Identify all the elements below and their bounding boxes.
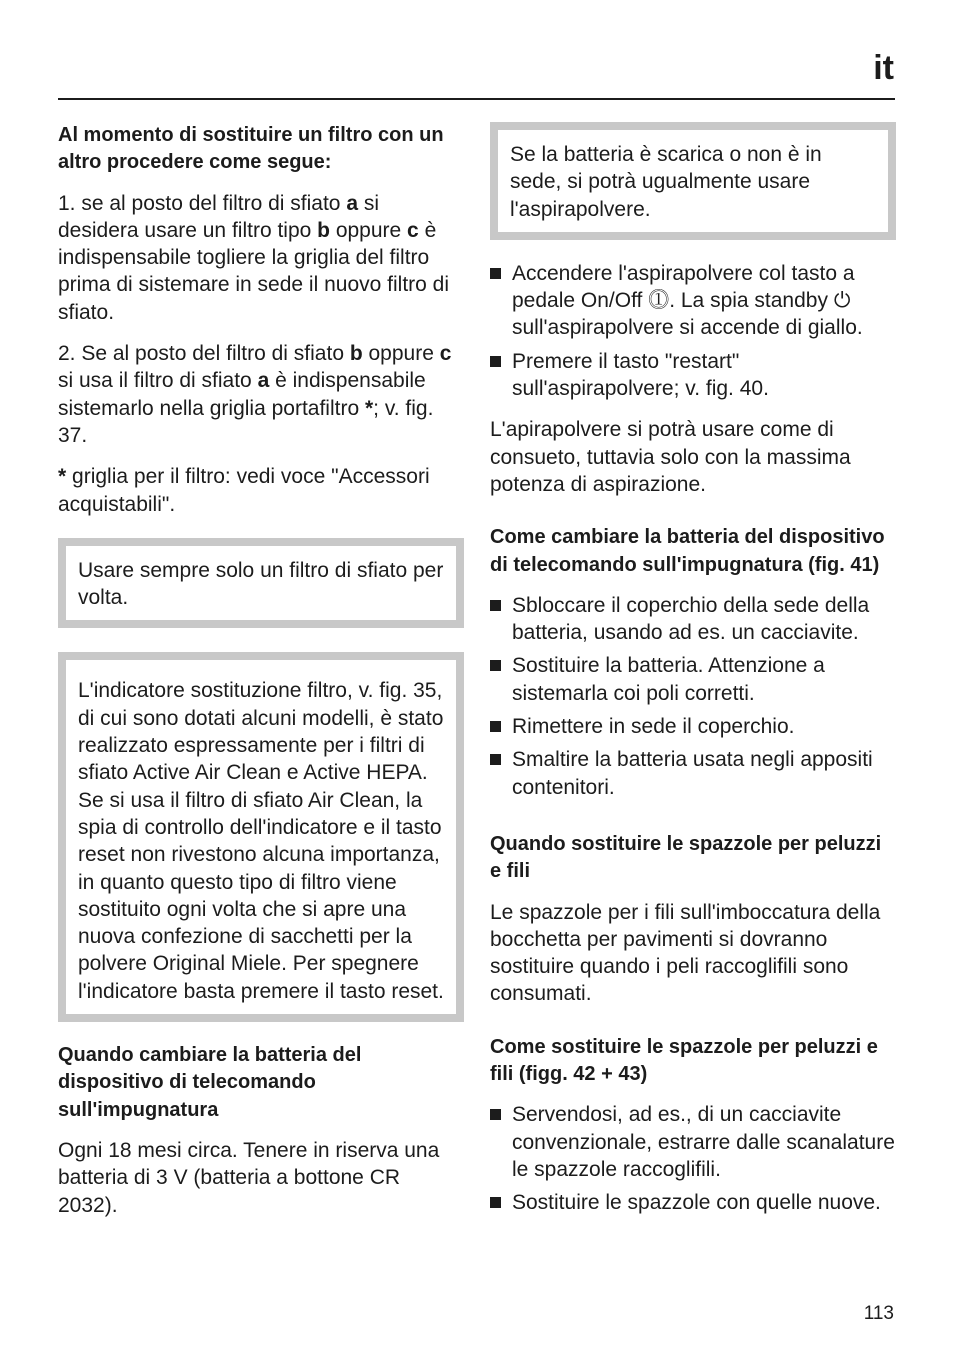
list-item: Servendosi, ad es., di un cacciavite convenzionale, estrarre dalle scanalature le spazzole raccoglifili. bbox=[490, 1101, 896, 1183]
section-heading-brush-when: Quando sostituire le spazzole per peluzzi e fili bbox=[490, 832, 882, 883]
on-off-symbol-icon: ⓵ bbox=[648, 289, 670, 313]
note-box-battery-empty bbox=[490, 122, 896, 240]
list-item: Sostituire la batteria. Attenzione a sistemarla coi poli corretti. bbox=[490, 652, 896, 707]
section-heading-filter-replace: Al momento di sostituire un filtro con un altro procedere come segue: bbox=[58, 124, 444, 174]
note-box-filter-indicator bbox=[58, 652, 464, 1022]
standby-power-icon: ⏻ bbox=[833, 289, 851, 313]
paragraph-step-2: 2. Se al posto del filtro di sfiato b oppure c si usa il filtro di sfiato a è indispensabile sistemarlo nella griglia portafiltro *; v. fig. 37. bbox=[58, 342, 452, 447]
note-text: Se la batteria è scarica o non è in sede, si potrà ugualmente usare l'aspirapolvere. bbox=[510, 143, 822, 221]
bullet-list-battery bbox=[490, 592, 896, 801]
bullet-list-brush bbox=[490, 1101, 896, 1216]
list-item: Rimettere in sede il coperchio. bbox=[490, 713, 896, 740]
note-box-one-filter bbox=[58, 538, 464, 629]
language-code: it bbox=[873, 49, 894, 87]
paragraph-usage-note: L'apirapolvere si potrà usare come di consueto, tuttavia solo con la massima potenza di aspirazione. bbox=[490, 418, 851, 496]
right-column bbox=[490, 122, 896, 1231]
section-heading-battery-when: Quando cambiare la batteria del dispositivo di telecomando sull'impugnatura bbox=[58, 1044, 362, 1121]
header-rule bbox=[58, 98, 895, 100]
paragraph-step-1: 1. se al posto del filtro di sfiato a si desidera usare un filtro tipo b oppure c è indispensabile togliere la griglia del filtro prima di sistemare in sede il nuovo filtro di sfiato. bbox=[58, 191, 450, 324]
bullet-list-startup bbox=[490, 260, 896, 402]
note-text: Usare sempre solo un filtro di sfiato per volta. bbox=[78, 558, 444, 610]
list-item: Premere il tasto "restart" sull'aspirapolvere; v. fig. 40. bbox=[490, 348, 896, 403]
section-heading-battery-how: Come cambiare la batteria del dispositivo di telecomando sull'impugnatura (fig. 41) bbox=[490, 526, 885, 576]
section-heading-brush-how: Come sostituire le spazzole per peluzzi e fili (figg. 42 + 43) bbox=[490, 1035, 878, 1086]
list-item: Sostituire le spazzole con quelle nuove. bbox=[490, 1189, 896, 1216]
page-number: 113 bbox=[863, 1303, 894, 1324]
list-item: Accendere l'aspirapolvere col tasto a pedale On/Off ⓵. La spia standby ⏻ sull'aspirapolvere si accende di giallo. bbox=[490, 260, 896, 342]
paragraph-brush-when: Le spazzole per i fili sull'imboccatura della bocchetta per pavimenti si dovranno sostituire quando i peli raccoglifili sono consumati. bbox=[490, 900, 881, 1006]
list-item: Sbloccare il coperchio della sede della batteria, usando ad es. un cacciavite. bbox=[490, 592, 896, 647]
paragraph-battery-interval: Ogni 18 mesi circa. Tenere in riserva una batteria di 3 V (batteria a bottone CR 2032). bbox=[58, 1138, 440, 1217]
left-column bbox=[58, 122, 464, 1233]
paragraph-footnote: * griglia per il filtro: vedi voce "Accessori acquistabili". bbox=[58, 465, 430, 516]
note-text: L'indicatore sostituzione filtro, v. fig. 35, di cui sono dotati alcuni modelli, è stato realizzato espressamente per i filtri di sfiato Active Air Clean e Active HEPA. Se si usa il filtro di sfiato Air Clean, la spia di controllo dell'indicatore e il tasto reset non rivestono alcuna importanza, in quanto questo tipo di filtro viene sostituito ogni volta che si apre una nuova confezione di sacchetti per la polvere Original Miele. Per spegnere l'indicatore basta premere il tasto reset. bbox=[78, 679, 444, 1003]
list-item: Smaltire la batteria usata negli appositi contenitori. bbox=[490, 746, 896, 801]
